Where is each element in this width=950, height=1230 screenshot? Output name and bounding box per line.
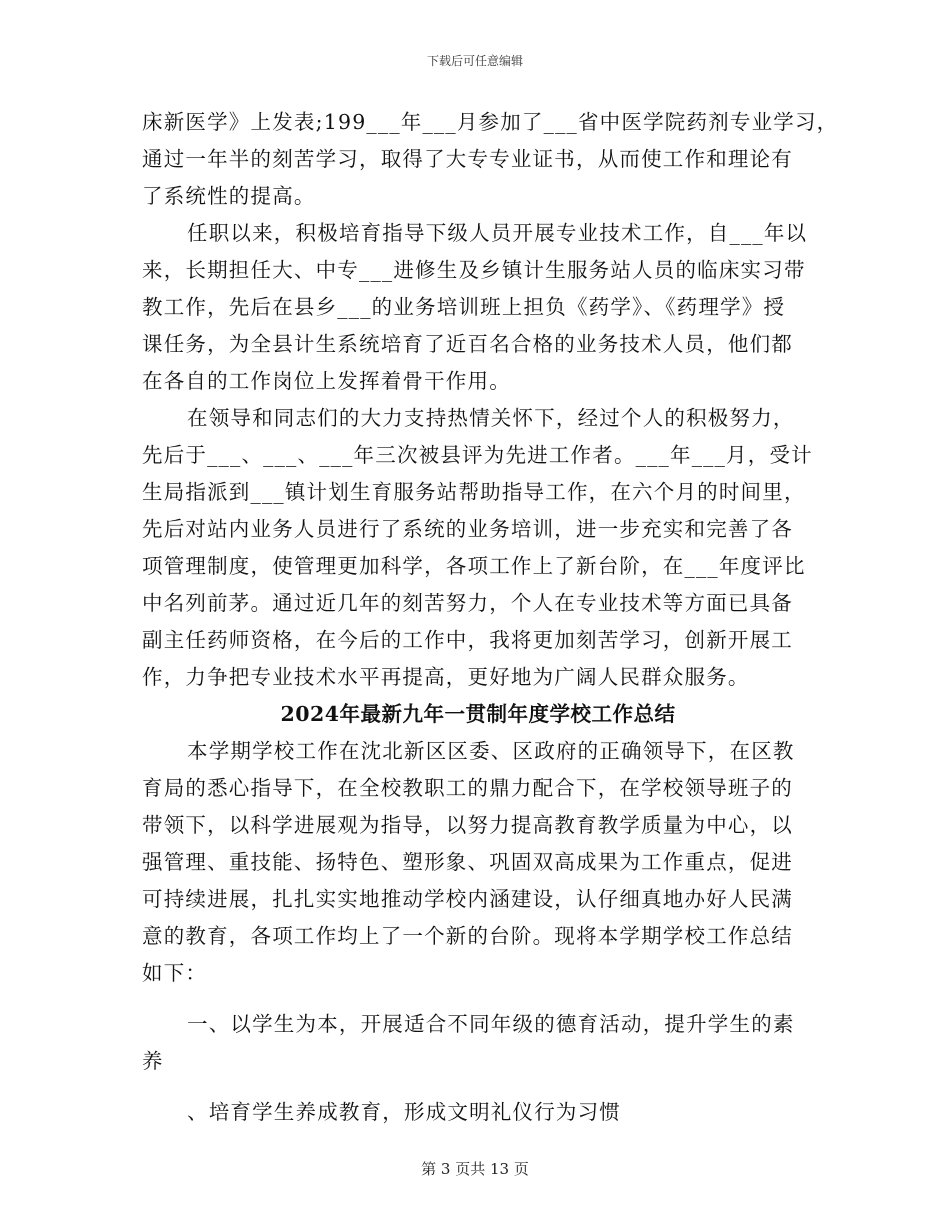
text-line: 先后于___、___、___年三次被县评为先进工作者。___年___月，受计 xyxy=(142,443,813,467)
paragraph xyxy=(142,400,814,696)
text-line: 课任务，为全县计生系统培育了近百名合格的业务技术人员，他们都 xyxy=(142,332,793,356)
text-line: 中名列前茅。通过近几年的刻苦努力，个人在专业技术等方面已具备 xyxy=(142,591,793,615)
text-line: 床新医学》上发表;199___年___月参加了___省中医学院药剂专业学习， xyxy=(142,110,839,134)
page-footer: 第 3 页共 13 页 xyxy=(421,1160,529,1178)
text-line: 项管理制度，使管理更加科学，各项工作上了新台阶，在___年度评比 xyxy=(142,554,806,578)
text-line: 任职以来，积极培育指导下级人员开展专业技术工作，自___年以 xyxy=(187,221,808,245)
text-line: 副主任药师资格，在今后的工作中，我将更加刻苦学习，创新开展工 xyxy=(142,628,793,652)
paragraph xyxy=(142,1006,814,1080)
text-line: 来，长期担任大、中专___进修生及乡镇计生服务站人员的临床实习带 xyxy=(142,258,806,282)
text-line: 通过一年半的刻苦学习，取得了大专专业证书，从而使工作和理论有 xyxy=(142,147,793,171)
text-line: 育局的悉心指导下，在全校教职工的鼎力配合下，在学校领导班子的 xyxy=(142,776,793,800)
document-body xyxy=(142,104,839,1131)
paragraph xyxy=(142,104,839,215)
text-line: 作，力争把专业技术水平再提高，更好地为广阔人民群众服务。 xyxy=(142,665,750,689)
text-line: 养 xyxy=(142,1049,164,1073)
text-line: 在各自的工作岗位上发挥着骨干作用。 xyxy=(142,369,511,393)
text-line: 本学期学校工作在沈北新区区委、区政府的正确领导下，在区教 xyxy=(187,739,795,763)
text-line: 教工作，先后在县乡___的业务培训班上担负《药学》、《药理学》授 xyxy=(142,295,786,319)
text-line: 可持续进展，扎扎实实地推动学校内涵建设，认仔细真地办好人民满 xyxy=(142,887,793,911)
paragraph xyxy=(142,215,814,400)
page-header: 下载后可任意编辑 xyxy=(426,54,523,68)
text-line: 强管理、重技能、扬特色、塑形象、巩固双高成果为工作重点，促进 xyxy=(142,850,793,874)
text-line: 了系统性的提高。 xyxy=(142,184,316,208)
text-line: 一、以学生为本，开展适合不同年级的德育活动，提升学生的素 xyxy=(187,1012,795,1036)
text-line: 带领下，以科学进展观为指导，以努力提高教育教学质量为中心，以 xyxy=(142,813,793,837)
section-title: 2024年最新九年一贯制年度学校工作总结 xyxy=(280,702,676,726)
paragraph xyxy=(142,733,814,992)
text-line: 先后对站内业务人员进行了系统的业务培训，进一步充实和完善了各 xyxy=(142,517,793,541)
text-line: 生局指派到___镇计划生育服务站帮助指导工作，在六个月的时间里， xyxy=(142,480,806,504)
text-line: 意的教育，各项工作均上了一个新的台阶。现将本学期学校工作总结 xyxy=(142,924,793,948)
text-line: 在领导和同志们的大力支持热情关怀下，经过个人的积极努力， xyxy=(187,406,795,430)
text-line: 如下： xyxy=(142,961,208,985)
text-line: 、培育学生养成教育，形成文明礼仪行为习惯 xyxy=(187,1100,621,1124)
paragraph xyxy=(142,1094,814,1131)
